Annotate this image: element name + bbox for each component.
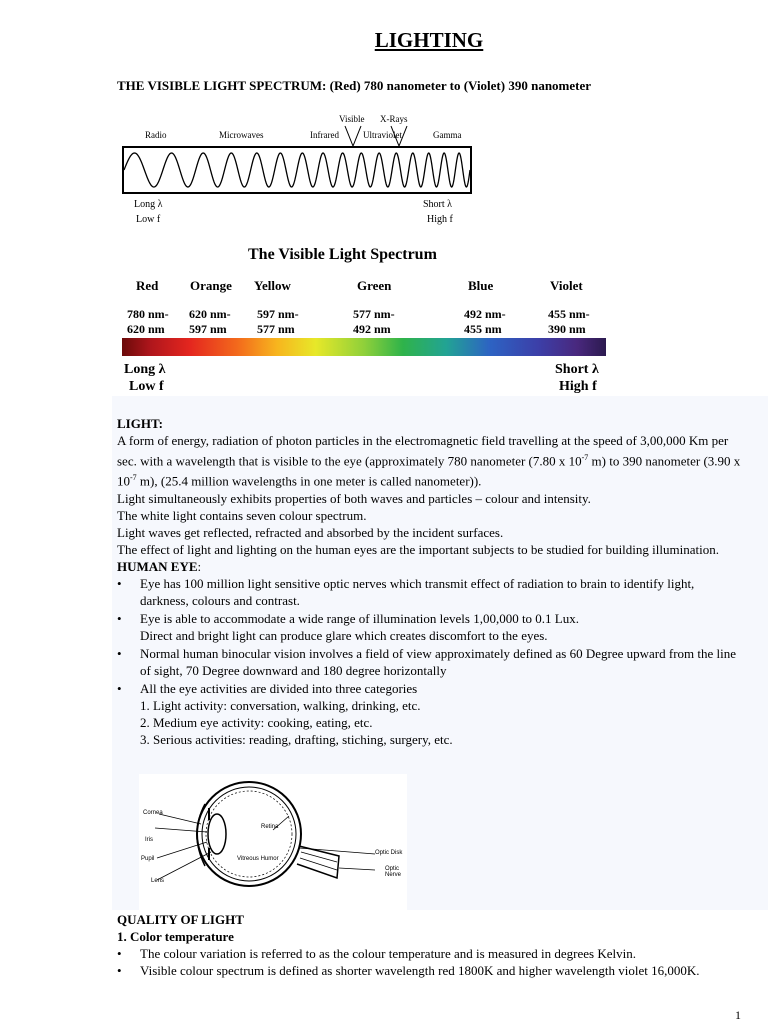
nm-range-violet: 455 nm- 390 nm <box>548 307 590 336</box>
list-item: • The colour variation is referred to as the colour temperature and is measured in degrees Kelvin. <box>117 945 742 962</box>
radio-label: Radio <box>145 130 167 140</box>
list-item: • Eye has 100 million light sensitive optic nerves which transmit effect of radiation to brain to identify light, darkness, colours and contrast. <box>117 575 742 609</box>
list-item: • Eye is able to accommodate a wide range of illumination levels 1,00,000 to 0.1 Lux. Direct and bright light can produce glare which creates discomfort to the eyes. <box>117 610 742 644</box>
light-heading: LIGHT: <box>117 416 163 431</box>
activity-item: 3. Serious activities: reading, drafting, stiching, surgery, etc. <box>140 731 453 747</box>
light-definition: A form of energy, radiation of photon particles in the electromagnetic field travelling at the speed of 3,00,000 Km per sec. with a wavelength that is visible to the eye (approximately 780 nanometer (7.80 x $10^{-7}$ m) to 390 nanometer (3.90 x $10^{-7}$ m), (25.4 million wavelengths in one meter is called nanometer)). <box>117 433 741 489</box>
page-title: LIGHTING <box>374 28 484 52</box>
light-section <box>117 415 742 748</box>
light-paragraph-2: Light simultaneously exhibits properties of both waves and particles – colour and intensity. <box>117 490 591 506</box>
nm-range-yellow: 597 nm- 577 nm <box>257 307 299 336</box>
list-item: • All the eye activities are divided into three categories 1. Light activity: conversation, walking, drinking, etc. 2. Medium eye activity: cooking, eating, etc. 3. Serious activities: reading, drafting, stiching, surgery, etc. <box>117 680 742 748</box>
vs-low-f: Low f <box>129 379 164 394</box>
em-high-f: High f <box>427 214 453 225</box>
em-long-lambda: Long λ <box>134 199 163 210</box>
activity-item: 2. Medium eye activity: cooking, eating, etc. <box>140 714 373 730</box>
color-temperature-heading: 1. Color temperature <box>117 929 234 944</box>
human-eye-heading: HUMAN EYE: <box>117 558 202 574</box>
visible-spectrum-title: The Visible Light Spectrum <box>248 246 437 263</box>
quality-section <box>117 911 742 979</box>
spectrum-subtitle: THE VISIBLE LIGHT SPECTRUM: (Red) 780 nanometer to (Violet) 390 nanometer <box>117 78 592 93</box>
em-short-lambda: Short λ <box>423 199 453 210</box>
label-pupil: Pupil <box>141 856 155 862</box>
ultraviolet-label: Ultraviolet <box>363 130 402 140</box>
microwaves-label: Microwaves <box>219 130 264 140</box>
color-name-green: Green <box>357 278 392 293</box>
color-name-violet: Violet <box>550 278 583 293</box>
light-paragraph-4: Light waves get reflected, refracted and absorbed by the incident surfaces. <box>117 524 504 540</box>
nm-range-blue: 492 nm- 455 nm <box>464 307 506 336</box>
infrared-label: Infrared <box>310 130 339 140</box>
wave-curve-icon <box>124 148 470 192</box>
color-name-blue: Blue <box>468 278 494 293</box>
gamma-label: Gamma <box>433 130 462 140</box>
quality-list <box>117 945 742 979</box>
light-paragraph-5: The effect of light and lighting on the human eyes are the important subjects to be studied for building illumination. <box>117 541 719 557</box>
list-item: • Normal human binocular vision involves a field of view approximately defined as 60 Degree upward from the line of sight, 70 Degree downward and 180 degree horizontally <box>117 645 742 679</box>
label-vitreous-humor: Vitreous Humor <box>237 856 279 862</box>
activity-item: 1. Light activity: conversation, walking, drinking, etc. <box>140 697 421 713</box>
em-low-f: Low f <box>136 214 161 225</box>
nm-range-green: 577 nm- 492 nm <box>353 307 395 336</box>
page-number: 1 <box>735 1008 741 1022</box>
nm-range-red: 780 nm- 620 nm <box>127 307 169 336</box>
vs-short-lambda: Short λ <box>555 362 599 377</box>
label-iris: Iris <box>145 837 153 843</box>
color-name-red: Red <box>136 278 159 293</box>
label-lens: Lens <box>151 878 165 884</box>
eye-diagram <box>139 774 407 910</box>
visible-label: Visible <box>339 114 365 124</box>
list-item: • Visible colour spectrum is defined as shorter wavelength red 1800K and higher wavelength violet 16,000K. <box>117 962 742 979</box>
quality-heading: QUALITY OF LIGHT <box>117 912 244 927</box>
xrays-label: X-Rays <box>380 114 408 124</box>
light-paragraph-3: The white light contains seven colour spectrum. <box>117 507 367 523</box>
label-optic-disk: Optic Disk <box>375 850 403 856</box>
pointer-arrows-icon <box>343 124 413 148</box>
nm-range-orange: 620 nm- 597 nm <box>189 307 231 336</box>
color-name-orange: Orange <box>190 278 232 293</box>
vs-long-lambda: Long λ <box>124 362 166 377</box>
vs-high-f: High f <box>559 379 597 394</box>
color-name-yellow: Yellow <box>254 278 291 293</box>
spectrum-gradient-bar <box>122 338 606 356</box>
label-cornea: Cornea <box>143 810 163 816</box>
eyeball-icon <box>139 774 407 910</box>
label-optic-nerve: Optic Nerve <box>385 866 402 878</box>
human-eye-list <box>117 575 742 748</box>
label-retina: Retina <box>261 824 279 830</box>
